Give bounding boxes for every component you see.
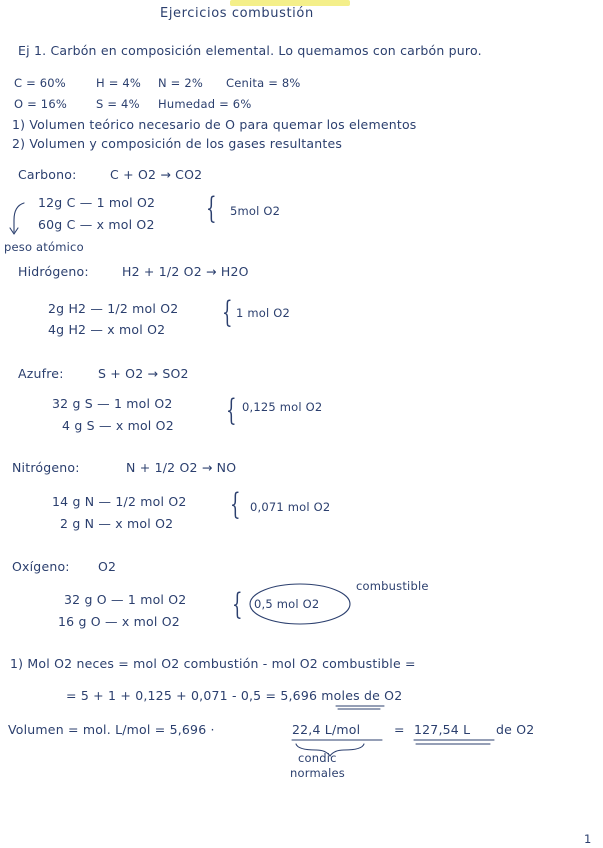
bracket-arrow <box>10 203 24 234</box>
nitrogen-result: 0,071 mol O2 <box>250 500 331 514</box>
sulfur-reaction: S + O2 → SO2 <box>98 366 189 381</box>
question-1: 1) Volumen teórico necesario de O para quemar los elementos <box>12 117 417 132</box>
sulfur-label: Azufre: <box>18 366 64 381</box>
sulfur-ratio-1: 32 g S — 1 mol O2 <box>52 396 173 411</box>
oxygen-reaction: O2 <box>98 559 117 574</box>
comp-carbon: C = 60% <box>14 76 66 90</box>
hydrogen-ratio-2: 4g H2 — x mol O2 <box>48 322 166 337</box>
volume-prefix: Volumen = mol. L/mol = 5,696 · <box>8 722 215 737</box>
sulfur-brace: { <box>226 393 237 428</box>
carbon-ratio-1: 12g C — 1 mol O2 <box>38 195 156 210</box>
condition-note-2: normales <box>290 766 345 780</box>
carbon-result: 5mol O2 <box>230 204 281 218</box>
carbon-reaction: C + O2 → CO2 <box>110 167 203 182</box>
nitrogen-ratio-1: 14 g N — 1/2 mol O2 <box>52 494 187 509</box>
carbon-ratio-2: 60g C — x mol O2 <box>38 217 155 232</box>
hydrogen-reaction: H2 + 1/2 O2 → H2O <box>122 264 249 279</box>
condition-note-1: condic <box>298 751 337 765</box>
page-number: 1 <box>584 832 592 846</box>
sulfur-result: 0,125 mol O2 <box>242 400 323 414</box>
nitrogen-label: Nitrógeno: <box>12 460 80 475</box>
oxygen-ratio-2: 16 g O — x mol O2 <box>58 614 180 629</box>
fuel-note: combustible <box>356 579 429 593</box>
carbon-label: Carbono: <box>18 167 77 182</box>
volume-equals: = <box>394 722 405 737</box>
nitrogen-ratio-2: 2 g N — x mol O2 <box>60 516 174 531</box>
comp-sulfur: S = 4% <box>96 97 140 111</box>
comp-ash: Cenita = 8% <box>226 76 301 90</box>
exercise-statement: Ej 1. Carbón en composición elemental. Lo quemamos con carbón puro. <box>18 43 482 58</box>
atomic-weight-note: peso atómico <box>4 240 84 254</box>
oxygen-result: 0,5 mol O2 <box>254 597 320 611</box>
carbon-brace: { <box>206 191 217 226</box>
comp-humidity: Humedad = 6% <box>158 97 252 111</box>
answer-line-1: 1) Mol O2 neces = mol O2 combustión - mol O2 combustible = <box>10 656 416 671</box>
molar-volume: 22,4 L/mol <box>292 722 361 737</box>
comp-oxygen: O = 16% <box>14 97 67 111</box>
comp-hydrogen: H = 4% <box>96 76 142 90</box>
answer-line-2: = 5 + 1 + 0,125 + 0,071 - 0,5 = 5,696 moles de O2 <box>66 688 403 703</box>
nitrogen-brace: { <box>230 487 241 522</box>
oxygen-label: Oxígeno: <box>12 559 70 574</box>
molar-brace <box>296 744 364 756</box>
nitrogen-reaction: N + 1/2 O2 → NO <box>126 460 237 475</box>
oxygen-brace: { <box>232 587 243 622</box>
oxygen-ratio-1: 32 g O — 1 mol O2 <box>64 592 187 607</box>
question-2: 2) Volumen y composición de los gases resultantes <box>12 136 343 151</box>
volume-result: 127,54 L <box>414 722 471 737</box>
hydrogen-brace: { <box>222 295 233 330</box>
page-title: Ejercicios combustión <box>160 6 314 21</box>
hydrogen-ratio-1: 2g H2 — 1/2 mol O2 <box>48 301 179 316</box>
comp-nitrogen: N = 2% <box>158 76 203 90</box>
hydrogen-result: 1 mol O2 <box>236 306 291 320</box>
hydrogen-label: Hidrógeno: <box>18 264 89 279</box>
result-ellipse <box>250 584 350 624</box>
sulfur-ratio-2: 4 g S — x mol O2 <box>62 418 174 433</box>
volume-suffix: de O2 <box>496 722 535 737</box>
